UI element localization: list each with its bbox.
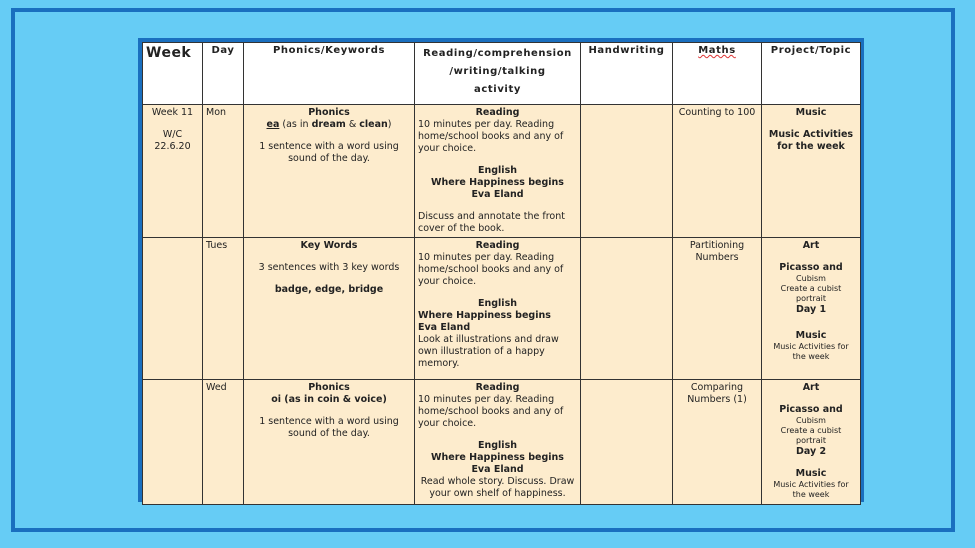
reading-cell	[415, 238, 581, 380]
book-author: Eva Eland	[471, 464, 524, 475]
book-title: Where Happiness begins	[418, 310, 551, 321]
phonics-sound: ea (as in dream & clean)	[266, 119, 392, 130]
project-l3: portrait	[796, 294, 826, 303]
maths-cell: Counting to 100	[673, 105, 762, 238]
week-wc: W/C	[162, 129, 183, 140]
phonics-note: 1 sentence with a word using sound of the day.	[259, 416, 399, 439]
book-title: Where Happiness begins	[431, 452, 564, 463]
project-l2: Create a cubist	[780, 426, 842, 435]
phonics-sound: oi (as in coin & voice)	[271, 394, 387, 405]
header-row	[143, 43, 861, 105]
project-music: Music	[795, 330, 827, 341]
project-m1: Music Activities for	[773, 342, 849, 351]
english-title: English	[478, 440, 517, 451]
reading-title: Reading	[475, 107, 520, 118]
day-cell: Wed	[203, 380, 244, 505]
week-date: 22.6.20	[154, 141, 191, 152]
day-cell: Tues	[203, 238, 244, 380]
header-reading	[415, 43, 581, 105]
book-title: Where Happiness begins	[431, 177, 564, 188]
project-m1: Music Activities for	[773, 480, 849, 489]
project-day: Day 2	[795, 446, 827, 457]
reading-cell	[415, 105, 581, 238]
project-m2: the week	[792, 490, 830, 499]
reading-text: 10 minutes per day. Reading home/school books and any of your choice.	[418, 119, 564, 154]
project-music: Music	[795, 468, 827, 479]
phonics-note: 1 sentence with a word using sound of the day.	[259, 141, 399, 164]
header-reading-line1: Reading/comprehension	[423, 48, 572, 59]
header-week: Week	[143, 43, 203, 105]
reading-text: 10 minutes per day. Reading home/school books and any of your choice.	[418, 252, 564, 287]
timetable-sheet	[138, 38, 864, 502]
project-line2: for the week	[777, 141, 845, 152]
phonics-cell	[244, 380, 415, 505]
header-maths	[673, 43, 762, 105]
header-reading-line3: activity	[474, 84, 521, 95]
project-l1: Cubism	[796, 274, 826, 283]
handwriting-cell	[581, 105, 673, 238]
timetable	[142, 42, 861, 505]
keywords: badge, edge, bridge	[274, 284, 384, 295]
maths-cell: Comparing Numbers (1)	[673, 380, 762, 505]
project-cell	[762, 238, 861, 380]
project-title: Art	[802, 240, 820, 251]
handwriting-cell	[581, 238, 673, 380]
day-cell: Mon	[203, 105, 244, 238]
phonics-cell	[244, 105, 415, 238]
project-l3: portrait	[796, 436, 826, 445]
handwriting-cell	[581, 380, 673, 505]
table-row	[143, 105, 861, 238]
reading-text: 10 minutes per day. Reading home/school books and any of your choice.	[418, 394, 564, 429]
english-title: English	[478, 165, 517, 176]
book-author: Eva Eland	[418, 322, 471, 333]
project-m2: the week	[792, 352, 830, 361]
maths-cell: Partitioning Numbers	[673, 238, 762, 380]
header-project: Project/Topic	[762, 43, 861, 105]
reading-cell	[415, 380, 581, 505]
reading-task: Read whole story. Discuss. Draw your own shelf of happiness.	[420, 476, 575, 499]
project-cell	[762, 105, 861, 238]
header-reading-line2: /writing/talking	[449, 66, 546, 77]
project-line1: Music Activities	[768, 129, 854, 140]
project-cell	[762, 380, 861, 505]
project-sub: Picasso and	[779, 262, 843, 273]
table-row	[143, 238, 861, 380]
project-l1: Cubism	[796, 416, 826, 425]
reading-title: Reading	[475, 382, 520, 393]
week-cell	[143, 380, 203, 505]
week-number: Week 11	[151, 107, 194, 118]
header-day: Day	[203, 43, 244, 105]
week-cell	[143, 238, 203, 380]
reading-title: Reading	[475, 240, 520, 251]
phonics-title: Phonics	[308, 107, 350, 118]
table-row	[143, 380, 861, 505]
phonics-cell	[244, 238, 415, 380]
header-phonics: Phonics/Keywords	[244, 43, 415, 105]
reading-task: Look at illustrations and draw own illustration of a happy memory.	[418, 334, 559, 369]
phonics-title: Key Words	[300, 240, 358, 251]
header-maths-text: Maths	[698, 45, 736, 56]
project-day: Day 1	[795, 304, 827, 315]
book-author: Eva Eland	[471, 189, 524, 200]
phonics-title: Phonics	[308, 382, 350, 393]
project-l2: Create a cubist	[780, 284, 842, 293]
project-title: Music	[795, 107, 827, 118]
reading-task: Discuss and annotate the front cover of the book.	[418, 211, 565, 234]
phonics-note: 3 sentences with 3 key words	[258, 262, 400, 273]
project-title: Art	[802, 382, 820, 393]
english-title: English	[478, 298, 517, 309]
project-sub: Picasso and	[779, 404, 843, 415]
header-handwriting: Handwriting	[581, 43, 673, 105]
week-cell	[143, 105, 203, 238]
